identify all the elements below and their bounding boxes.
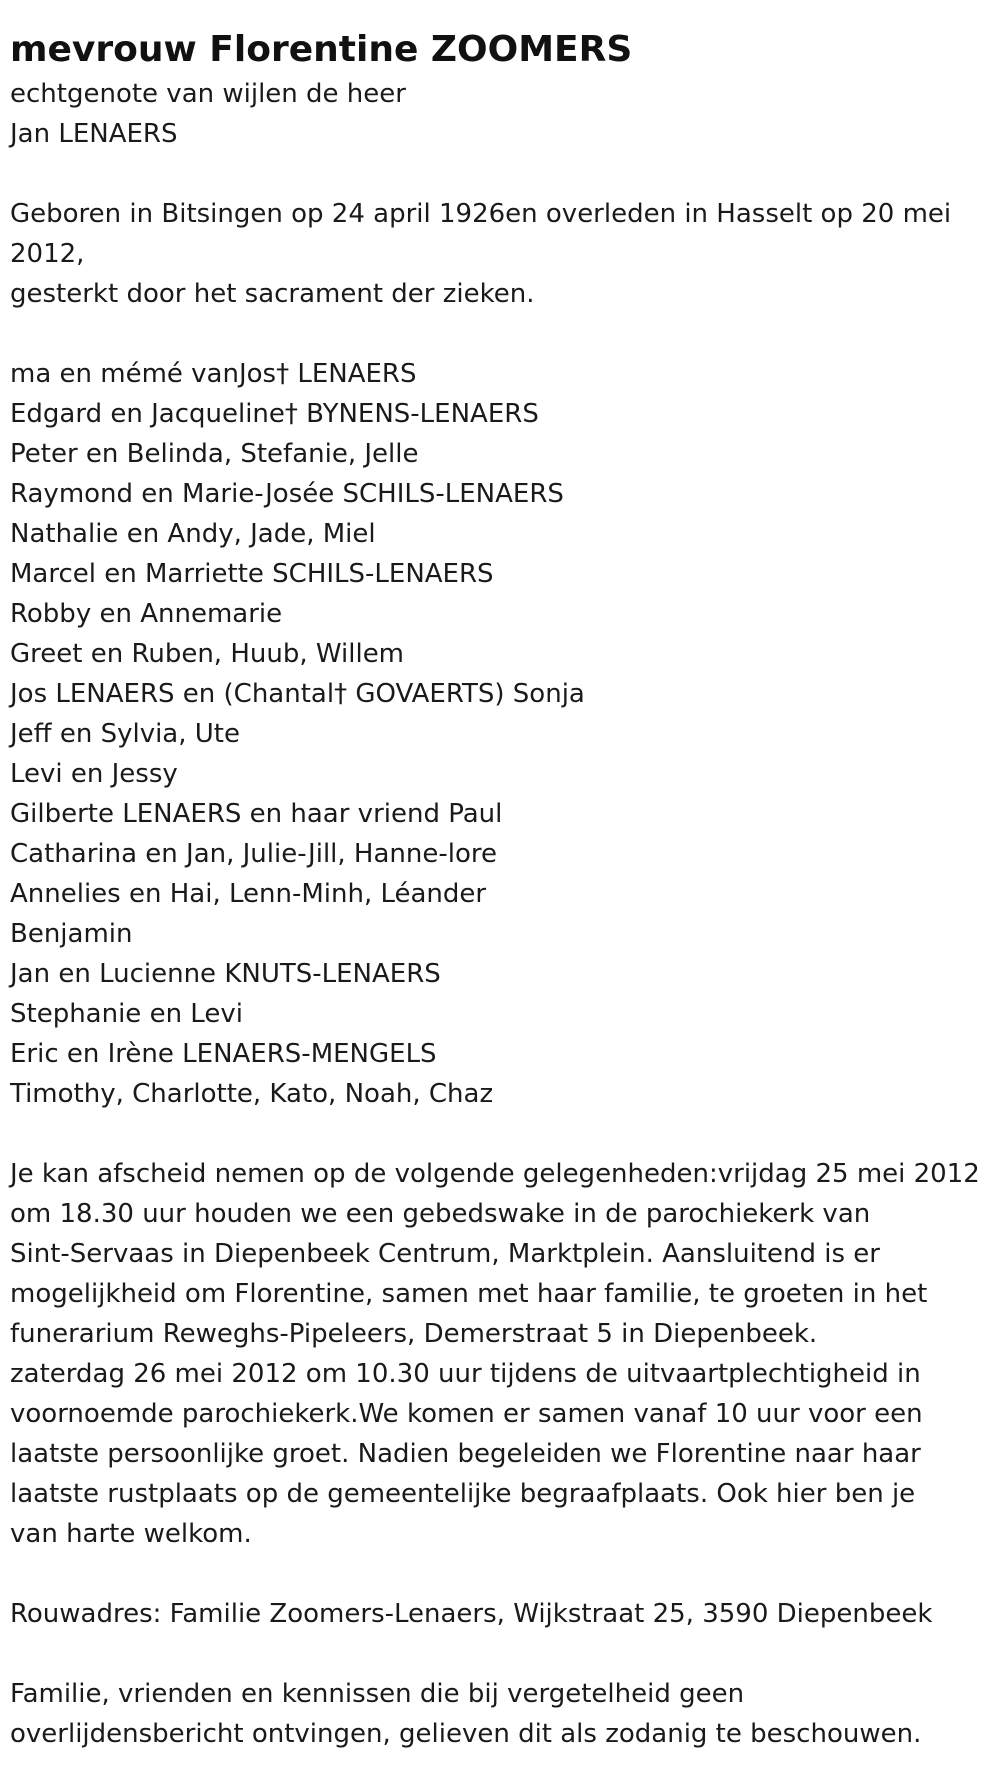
family-line: Jeff en Sylvia, Ute (10, 719, 240, 749)
closing-note (10, 1674, 995, 1754)
family-line: Timothy, Charlotte, Kato, Noah, Chaz (10, 1079, 494, 1109)
family-line: Nathalie en Andy, Jade, Miel (10, 519, 376, 549)
spacer (10, 1634, 995, 1674)
closing-line: Familie, vrienden en kennissen die bij vergetelheid geen (10, 1679, 745, 1709)
closing-line: overlijdensbericht ontvingen, gelieven dit als zodanig te beschouwen. (10, 1719, 922, 1749)
family-line: Raymond en Marie-Josée SCHILS-LENAERS (10, 479, 564, 509)
family-line: ma en mémé vanJos† LENAERS (10, 359, 417, 389)
family-line: Catharina en Jan, Julie-Jill, Hanne-lore (10, 839, 497, 869)
obituary-title: mevrouw Florentine ZOOMERS (10, 29, 633, 70)
family-line: Annelies en Hai, Lenn-Minh, Léander (10, 879, 487, 909)
family-line: Eric en Irène LENAERS-MENGELS (10, 1039, 437, 1069)
farewell-line: om 18.30 uur houden we een gebedswake in de parochiekerk van (10, 1199, 871, 1229)
birth-line: 2012, (10, 239, 85, 269)
spacer (10, 1114, 995, 1154)
farewell-line: Sint-Servaas in Diepenbeek Centrum, Marktplein. Aansluitend is er (10, 1239, 880, 1269)
farewell-line: voornoemde parochiekerk.We komen er samen vanaf 10 uur voor een (10, 1399, 923, 1429)
farewell-line: laatste rustplaats op de gemeentelijke begraafplaats. Ook hier ben je (10, 1479, 916, 1509)
birth-death-block (10, 194, 995, 314)
family-line: Marcel en Marriette SCHILS-LENAERS (10, 559, 494, 589)
farewell-line: mogelijkheid om Florentine, samen met haar familie, te groeten in het (10, 1279, 928, 1309)
farewell-line: van harte welkom. (10, 1519, 252, 1549)
family-line: Stephanie en Levi (10, 999, 243, 1029)
family-line: Jos LENAERS en (Chantal† GOVAERTS) Sonja (10, 679, 585, 709)
family-line: Peter en Belinda, Stefanie, Jelle (10, 439, 419, 469)
intro-line: Jan LENAERS (10, 119, 178, 149)
spacer (10, 154, 995, 194)
spacer (10, 314, 995, 354)
farewell-paragraph (10, 1154, 995, 1554)
spacer (10, 1554, 995, 1594)
family-line: Robby en Annemarie (10, 599, 283, 629)
farewell-line: funerarium Reweghs-Pipeleers, Demerstraat 5 in Diepenbeek. (10, 1319, 818, 1349)
family-line: Benjamin (10, 919, 133, 949)
family-line: Gilberte LENAERS en haar vriend Paul (10, 799, 503, 829)
family-line: Edgard en Jacqueline† BYNENS-LENAERS (10, 399, 539, 429)
intro-block (10, 74, 995, 154)
birth-line: gesterkt door het sacrament der zieken. (10, 279, 535, 309)
farewell-line: Je kan afscheid nemen op de volgende gelegenheden:vrijdag 25 mei 2012 (10, 1159, 980, 1189)
birth-line: Geboren in Bitsingen op 24 april 1926en overleden in Hasselt op 20 mei (10, 199, 952, 229)
farewell-line: laatste persoonlijke groet. Nadien begeleiden we Florentine naar haar (10, 1439, 921, 1469)
intro-line: echtgenote van wijlen de heer (10, 79, 406, 109)
family-line: Jan en Lucienne KNUTS-LENAERS (10, 959, 441, 989)
mourning-address: Rouwadres: Familie Zoomers-Lenaers, Wijkstraat 25, 3590 Diepenbeek (10, 1599, 933, 1629)
obituary-document (10, 28, 995, 1754)
farewell-line: zaterdag 26 mei 2012 om 10.30 uur tijdens de uitvaartplechtigheid in (10, 1359, 921, 1389)
family-line: Greet en Ruben, Huub, Willem (10, 639, 405, 669)
family-line: Levi en Jessy (10, 759, 178, 789)
family-list (10, 354, 995, 1114)
